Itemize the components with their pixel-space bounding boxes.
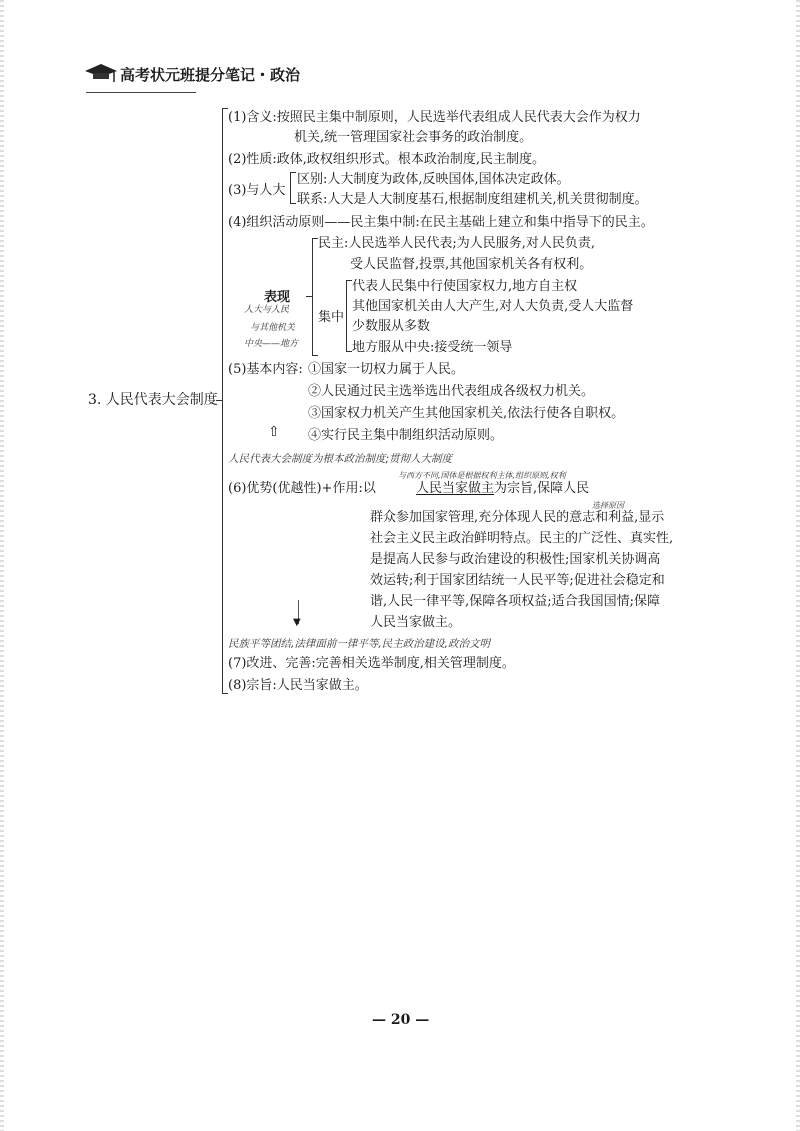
jizhong-line-3: 少数服从多数: [352, 319, 431, 334]
up-arrow-icon: ⇧: [268, 424, 280, 440]
minzhu-line-2: 受人民监督,投票,其他国家机关各有权利。: [350, 257, 593, 272]
item-6-purpose: 人民当家做主: [415, 481, 494, 496]
item-5-point-2: ②人民通过民主选举选出代表组成各级权力机关。: [308, 384, 595, 399]
item-6-prefix: (6)优势(优越性)+作用:以: [228, 481, 376, 496]
jizhong-brace: [346, 280, 347, 352]
main-brace: [222, 108, 223, 694]
right-scan-edge: [796, 0, 800, 1131]
note-central-local: 中央——地方: [244, 339, 299, 349]
main-brace-point: [216, 400, 222, 401]
handwritten-note-1: 人民代表大会制度为根本政治制度;贯彻人大制度: [228, 453, 453, 465]
header-rule: [86, 92, 196, 93]
graduation-cap-icon: [84, 62, 118, 84]
item-6-para-4: 效运转;利于国家团结统一人民平等;促进社会稳定和: [370, 573, 665, 588]
item-6-para-5: 谐,人民一律平等,保障各项权益;适合我国国情;保障: [370, 594, 661, 609]
left-scan-edge: [0, 0, 4, 1131]
item-7: (7)改进、完善:完善相关选举制度,相关管理制度。: [228, 656, 515, 671]
jizhong-line-1: 代表人民集中行使国家权力,地方自主权: [352, 279, 578, 294]
item-3-difference: 区别:人大制度为政体,反映国体,国体决定政体。: [297, 172, 570, 187]
item-1-line-1: (1)含义:按照民主集中制原则，人民选举代表组成人民代表大会作为权力: [228, 110, 641, 125]
item-3-brace: [290, 172, 291, 204]
note-people-congress: 人大与人民: [244, 305, 290, 315]
header-title: 高考状元班提分笔记・政治: [120, 66, 301, 84]
item-3-label: (3)与人大: [228, 183, 286, 198]
minzhu-line-1: 民主:人民选举人民代表;为人民服务,对人民负责,: [318, 236, 596, 251]
item-4: (4)组织活动原则——民主集中制:在民主基础上建立和集中指导下的民主。: [228, 215, 654, 230]
page-number: — 20 —: [372, 1012, 430, 1028]
handwritten-note-2: 民族平等团结,法律面前一律平等,民主政治建设,政治文明: [228, 638, 491, 650]
biaoxian-brace-point: [306, 296, 312, 297]
item-5-point-3: ③国家权力机关产生其他国家机关,依法行使各自职权。: [308, 406, 625, 421]
item-6-para-6: 人民当家做主。: [370, 615, 462, 630]
item-6-intro: [228, 481, 589, 497]
item-6-para-3: 是提高人民参与政治建设的积极性;国家机关协调高: [370, 552, 661, 567]
item-2: (2)性质:政体,政权组织形式。根本政治制度,民主制度。: [228, 152, 546, 167]
item-3-connection: 联系:人大是人大制度基石,根据制度组建机关,机关贯彻制度。: [297, 192, 648, 207]
item-6-suffix: 为宗旨,保障人民: [494, 481, 590, 496]
topic-label: 3. 人民代表大会制度: [88, 392, 218, 408]
jizhong-label: 集中: [318, 310, 345, 325]
down-arrow-icon: ▼: [293, 617, 301, 628]
item-5-point-1: ①国家一切权力属于人民。: [308, 362, 465, 377]
item-5-label: (5)基本内容:: [228, 362, 303, 377]
item-6-para-1: 群众参加国家管理,充分体现人民的意志和利益,显示: [370, 510, 665, 525]
item-5-point-4: ④实行民主集中制组织活动原则。: [308, 428, 504, 443]
item-1-line-2: 机关,统一管理国家社会事务的政治制度。: [294, 130, 533, 145]
jizhong-line-2: 其他国家机关由人大产生,对人大负责,受人大监督: [352, 299, 634, 314]
item-8: (8)宗旨:人民当家做主。: [228, 678, 368, 693]
annotation-western: 与西方不同,国体是根据权利主体,组织原则,权利: [398, 471, 566, 480]
biaoxian-brace: [312, 238, 313, 356]
jizhong-line-4: 地方服从中央:接受统一领导: [352, 340, 513, 355]
note-other-organs: 与其他机关: [250, 323, 296, 333]
item-6-para-2: 社会主义民主政治鲜明特点。民主的广泛性、真实性,: [370, 531, 674, 546]
annotation-reason: 选择原因: [592, 501, 624, 510]
biaoxian-label: 表现: [264, 290, 291, 305]
